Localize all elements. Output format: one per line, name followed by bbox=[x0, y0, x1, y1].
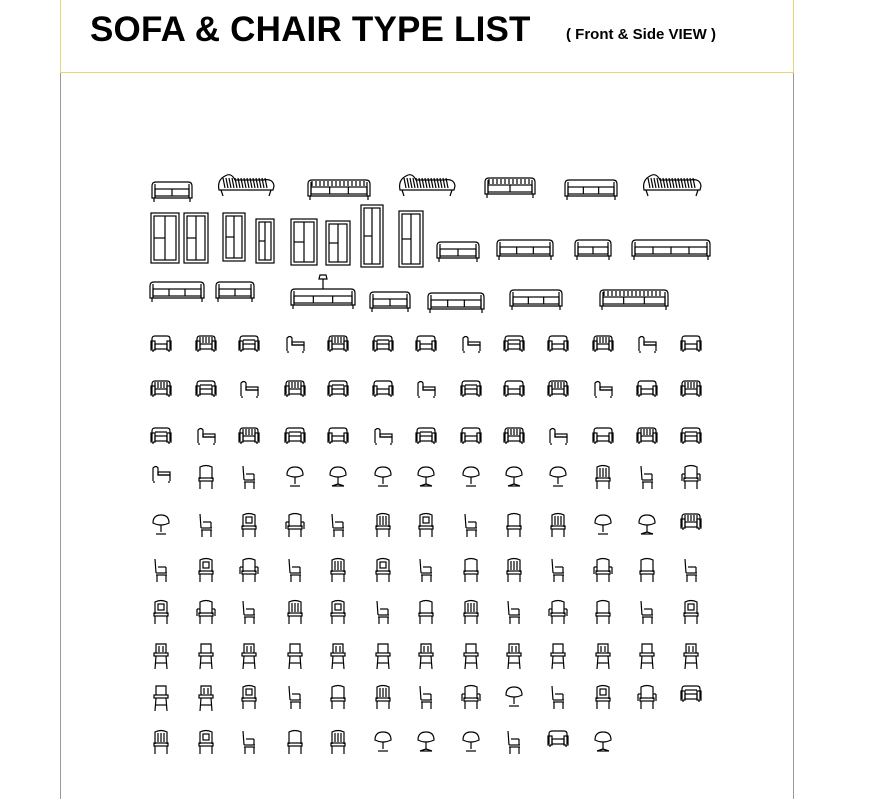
stool-block bbox=[507, 644, 521, 669]
chair-block bbox=[242, 686, 256, 710]
chair-block bbox=[288, 601, 302, 625]
sofa-plan-block bbox=[291, 219, 317, 265]
chair-block bbox=[243, 601, 255, 624]
sofa-plan-block bbox=[361, 205, 383, 267]
armchair-block bbox=[461, 428, 481, 444]
swivel-block bbox=[595, 515, 611, 534]
sofa-block bbox=[152, 182, 192, 202]
sofa-block bbox=[565, 180, 617, 200]
chair-block bbox=[507, 559, 521, 583]
chair-block bbox=[288, 731, 302, 755]
armchair-block bbox=[416, 336, 436, 352]
stool-block bbox=[640, 644, 654, 669]
armchair-block bbox=[151, 381, 171, 397]
chair-block bbox=[420, 559, 432, 582]
chair-block bbox=[376, 686, 390, 710]
swivel-block bbox=[463, 732, 479, 751]
chair-block bbox=[289, 686, 301, 709]
sofa-block bbox=[575, 240, 611, 260]
chair-block bbox=[200, 514, 212, 537]
sofa-plan-block bbox=[256, 219, 274, 263]
chair-block bbox=[154, 731, 168, 755]
swivel-block bbox=[330, 467, 346, 486]
chair-block bbox=[596, 686, 610, 710]
chair-block bbox=[685, 559, 697, 582]
chair-block bbox=[419, 514, 433, 538]
chair-block bbox=[551, 514, 565, 538]
armchair-block bbox=[637, 381, 657, 397]
armchair-block bbox=[681, 514, 701, 530]
sofa-block bbox=[485, 178, 535, 198]
stool-block bbox=[376, 644, 390, 669]
sofa-block bbox=[497, 240, 553, 260]
armchair-block bbox=[416, 428, 436, 444]
armchair-block bbox=[373, 336, 393, 352]
armchair-block bbox=[153, 467, 170, 484]
sofa-plan-block bbox=[184, 213, 208, 263]
sofa-block bbox=[150, 282, 204, 302]
armchair-block bbox=[375, 429, 392, 446]
swivel-block bbox=[506, 467, 522, 486]
chair-block bbox=[641, 466, 653, 489]
chair-block bbox=[419, 601, 433, 625]
chair-block bbox=[465, 514, 477, 537]
armchair-block bbox=[198, 429, 215, 446]
chair-block bbox=[641, 601, 653, 624]
swivel-block bbox=[639, 515, 655, 534]
armchair-block bbox=[328, 381, 348, 397]
stool-block bbox=[154, 686, 168, 711]
chair-block bbox=[155, 559, 167, 582]
armchair-block bbox=[285, 428, 305, 444]
armchair-block bbox=[239, 336, 259, 352]
armchair-block bbox=[373, 381, 393, 397]
armchair-block bbox=[287, 337, 304, 354]
armchair-block bbox=[504, 336, 524, 352]
stool-block bbox=[154, 644, 168, 669]
stool-block bbox=[551, 644, 565, 669]
armchair-block bbox=[328, 428, 348, 444]
chair-block bbox=[243, 466, 255, 489]
chair-block bbox=[462, 686, 480, 710]
sofa-block bbox=[437, 242, 479, 262]
sheet-subtitle: ( Front & Side VIEW ) bbox=[566, 26, 716, 43]
armchair-block bbox=[548, 731, 568, 747]
chair-block bbox=[243, 731, 255, 754]
chair-block bbox=[242, 514, 256, 538]
stool-block bbox=[596, 644, 610, 669]
armchair-block bbox=[548, 336, 568, 352]
chair-block bbox=[199, 731, 213, 755]
armchair-block bbox=[239, 428, 259, 444]
sofa-plan-block bbox=[223, 213, 245, 261]
chair-block bbox=[197, 601, 215, 625]
sofa-block bbox=[308, 180, 370, 200]
chair-block bbox=[199, 559, 213, 583]
chair-block bbox=[552, 686, 564, 709]
sofa-plan-block bbox=[326, 221, 350, 265]
chair-block bbox=[596, 466, 610, 490]
swivel-block bbox=[506, 687, 522, 706]
armchair-block bbox=[681, 336, 701, 352]
chair-block bbox=[464, 559, 478, 583]
sofa-block bbox=[370, 292, 410, 312]
armchair-block bbox=[461, 381, 481, 397]
sofa-block bbox=[219, 175, 274, 196]
swivel-block bbox=[287, 467, 303, 486]
sofa-plan-block bbox=[151, 213, 179, 263]
chair-block bbox=[552, 559, 564, 582]
swivel-block bbox=[463, 467, 479, 486]
stool-block bbox=[288, 644, 302, 669]
sofa-plan-block bbox=[399, 211, 423, 267]
armchair-block bbox=[637, 428, 657, 444]
stool-block bbox=[242, 644, 256, 669]
armchair-block bbox=[285, 381, 305, 397]
chair-block bbox=[286, 514, 304, 538]
chair-block bbox=[508, 731, 520, 754]
armchair-block bbox=[595, 382, 612, 399]
chair-block bbox=[331, 601, 345, 625]
armchair-block bbox=[593, 428, 613, 444]
chair-block bbox=[420, 686, 432, 709]
armchair-block bbox=[328, 336, 348, 352]
chair-block bbox=[331, 559, 345, 583]
armchair-block bbox=[681, 381, 701, 397]
swivel-block bbox=[418, 732, 434, 751]
swivel-block bbox=[550, 467, 566, 486]
armchair-block bbox=[151, 336, 171, 352]
armchair-block bbox=[196, 336, 216, 352]
armchair-block bbox=[681, 686, 701, 702]
chair-block bbox=[331, 731, 345, 755]
chair-block bbox=[154, 601, 168, 625]
sofa-block bbox=[291, 275, 355, 309]
chair-block bbox=[464, 601, 478, 625]
chair-block bbox=[508, 601, 520, 624]
armchair-block bbox=[681, 428, 701, 444]
chair-block bbox=[240, 559, 258, 583]
sheet-title: SOFA & CHAIR TYPE LIST bbox=[90, 10, 531, 49]
chair-block bbox=[640, 559, 654, 583]
chair-block bbox=[549, 601, 567, 625]
chair-block bbox=[331, 686, 345, 710]
chair-block bbox=[289, 559, 301, 582]
armchair-block bbox=[151, 428, 171, 444]
chair-block bbox=[377, 601, 389, 624]
stool-block bbox=[199, 686, 213, 711]
armchair-block bbox=[548, 381, 568, 397]
armchair-block bbox=[463, 337, 480, 354]
sofa-block bbox=[600, 290, 668, 310]
sofa-block bbox=[216, 282, 254, 302]
chair-block bbox=[638, 686, 656, 710]
chair-block bbox=[594, 559, 612, 583]
swivel-block bbox=[418, 467, 434, 486]
sofa-block bbox=[400, 175, 455, 196]
stool-block bbox=[199, 644, 213, 669]
armchair-block bbox=[639, 337, 656, 354]
chair-block bbox=[332, 514, 344, 537]
armchair-block bbox=[241, 382, 258, 399]
armchair-block bbox=[593, 336, 613, 352]
chair-block bbox=[596, 601, 610, 625]
chair-block bbox=[376, 514, 390, 538]
swivel-block bbox=[375, 467, 391, 486]
armchair-block bbox=[504, 428, 524, 444]
stool-block bbox=[331, 644, 345, 669]
chair-block bbox=[684, 601, 698, 625]
sofa-block bbox=[644, 175, 701, 196]
chair-block bbox=[199, 466, 213, 490]
sofa-block bbox=[510, 290, 562, 310]
stool-block bbox=[419, 644, 433, 669]
swivel-block bbox=[595, 732, 611, 751]
chair-block bbox=[682, 466, 700, 490]
stool-block bbox=[684, 644, 698, 669]
chair-block bbox=[376, 559, 390, 583]
swivel-block bbox=[375, 732, 391, 751]
sofa-block bbox=[632, 240, 710, 260]
chair-block bbox=[507, 514, 521, 538]
armchair-block bbox=[504, 381, 524, 397]
swivel-block bbox=[153, 515, 169, 534]
armchair-block bbox=[550, 429, 567, 446]
armchair-block bbox=[196, 381, 216, 397]
stool-block bbox=[464, 644, 478, 669]
armchair-block bbox=[418, 382, 435, 399]
sofa-block bbox=[428, 293, 484, 313]
